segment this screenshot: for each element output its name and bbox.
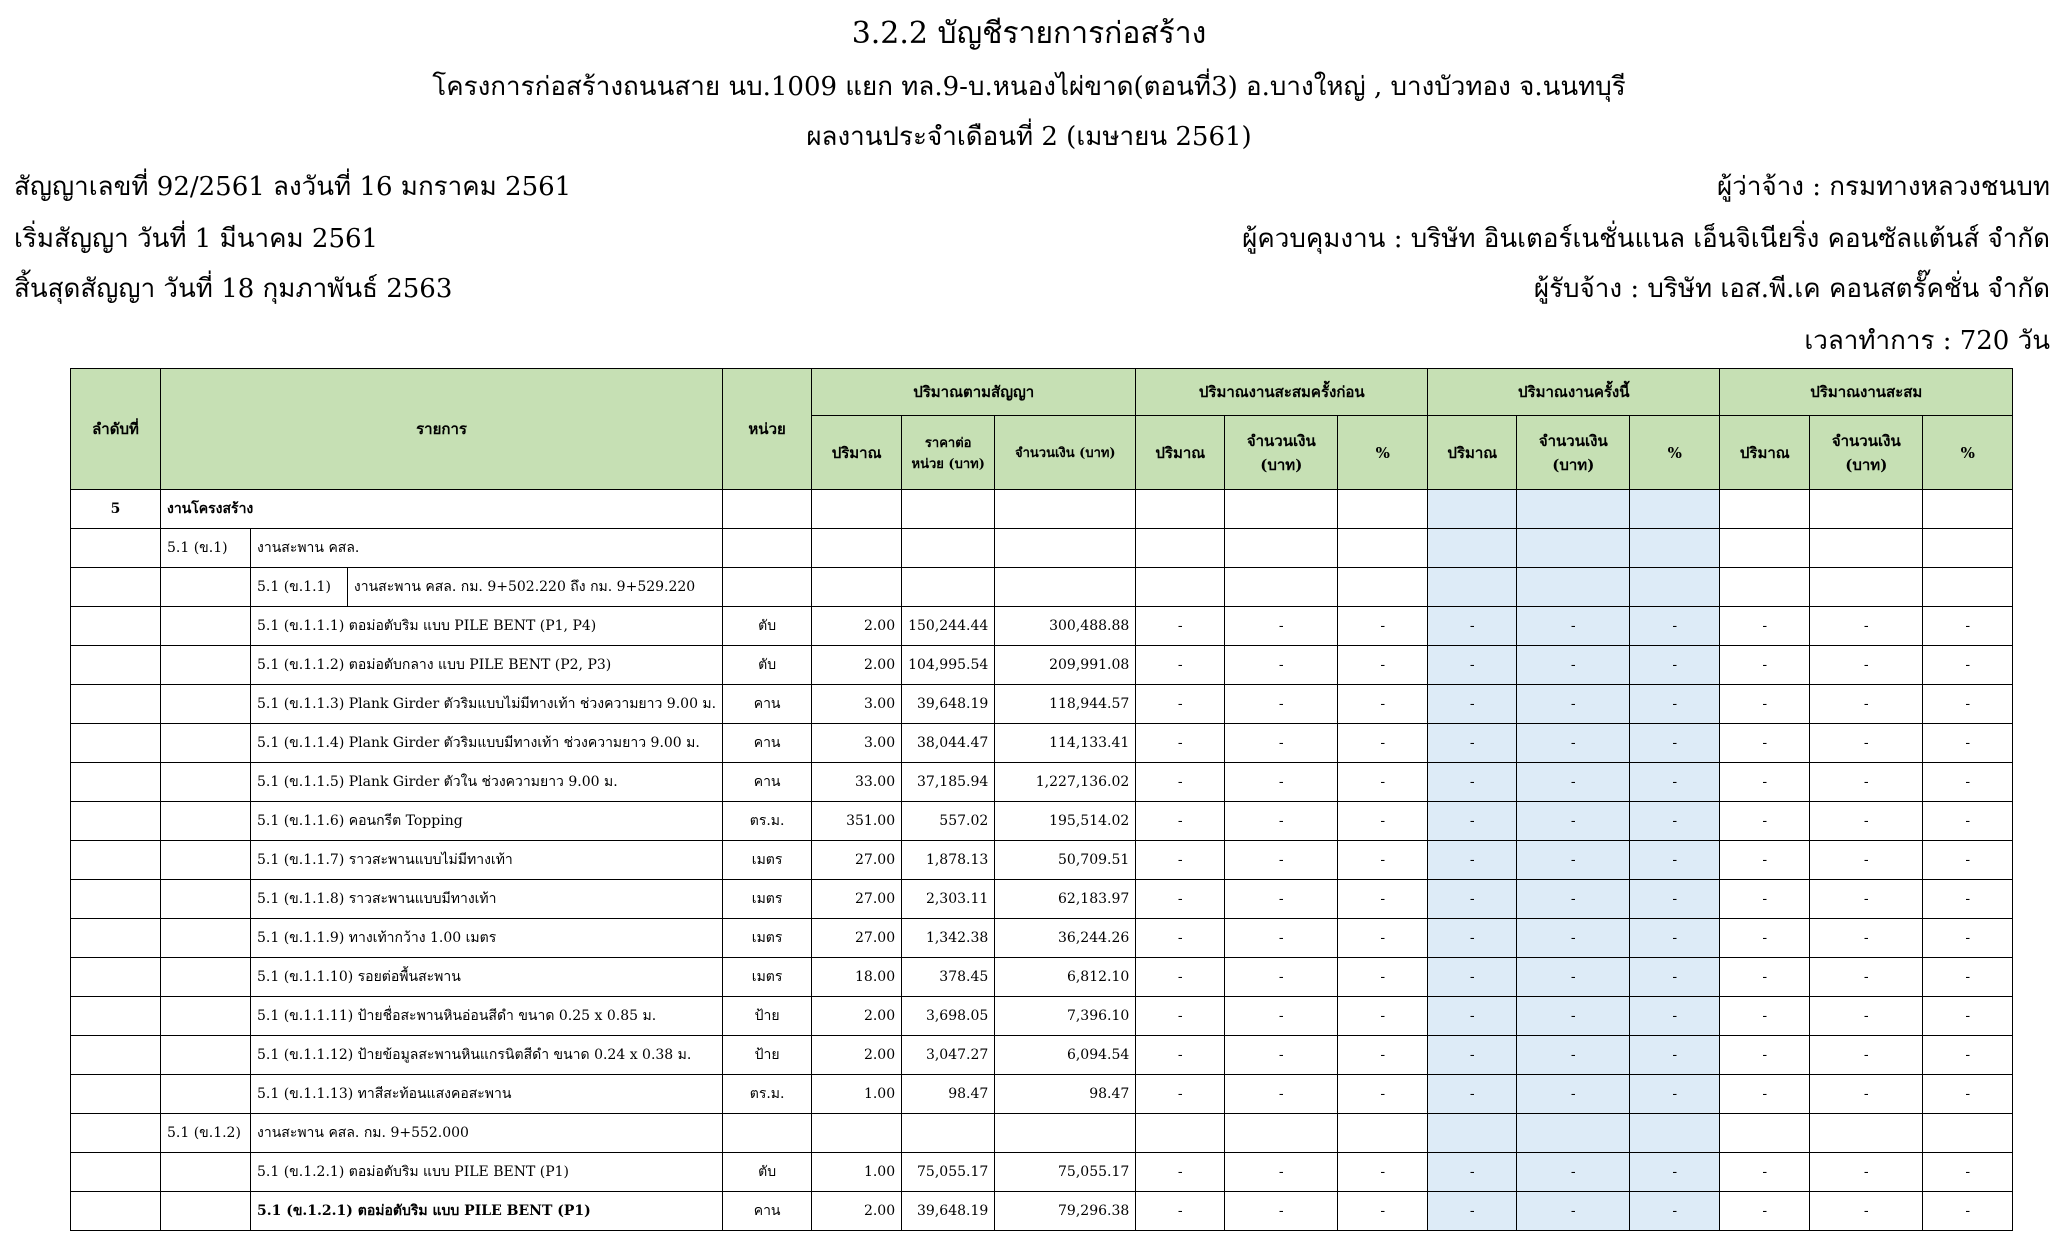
contract-unit-price: 3,698.05	[902, 997, 995, 1036]
current-qty: -	[1428, 607, 1517, 646]
item-row	[71, 724, 2013, 763]
current-percent: -	[1630, 1153, 1720, 1192]
prev-qty: -	[1136, 919, 1225, 958]
seq-cell	[71, 1192, 161, 1231]
contract-unit-price: 1,878.13	[902, 841, 995, 880]
current-qty: -	[1428, 802, 1517, 841]
cum-qty: -	[1720, 997, 1810, 1036]
contract-qty: 1.00	[812, 1075, 902, 1114]
level1-cell	[161, 1075, 251, 1114]
contract-unit-price: 39,648.19	[902, 685, 995, 724]
contract-unit-price: 37,185.94	[902, 763, 995, 802]
current-amount: -	[1517, 724, 1630, 763]
prev-amount: -	[1225, 646, 1338, 685]
current-amount: -	[1517, 646, 1630, 685]
prev-qty: -	[1136, 802, 1225, 841]
contract-unit-price: 1,342.38	[902, 919, 995, 958]
prev-qty: -	[1136, 880, 1225, 919]
level1-cell	[161, 919, 251, 958]
contract-qty: 33.00	[812, 763, 902, 802]
seq-cell	[71, 763, 161, 802]
contract-amount: 98.47	[995, 1075, 1136, 1114]
current-amount: -	[1517, 1075, 1630, 1114]
prev-qty: -	[1136, 763, 1225, 802]
contractor: ผู้รับจ้าง : บริษัท เอส.พี.เค คอนสตรั๊คชั่น จำกัด	[1533, 274, 2050, 304]
contract-unit-price: 150,244.44	[902, 607, 995, 646]
cum-amount: -	[1810, 646, 1923, 685]
contract-unit-price: 98.47	[902, 1075, 995, 1114]
cum-qty: -	[1720, 880, 1810, 919]
current-percent: -	[1630, 724, 1720, 763]
contract-unit-price: 378.45	[902, 958, 995, 997]
prev-qty: -	[1136, 1036, 1225, 1075]
item-unit: ตร.ม.	[723, 1075, 812, 1114]
contract-amount: 36,244.26	[995, 919, 1136, 958]
seq-cell	[71, 841, 161, 880]
item-description: 5.1 (ข.1.1.7) ราวสะพานแบบไม่มีทางเท้า	[251, 841, 723, 880]
current-amount: -	[1517, 802, 1630, 841]
item-row	[71, 919, 2013, 958]
seq-cell	[71, 1153, 161, 1192]
current-qty: -	[1428, 646, 1517, 685]
seq-cell	[71, 646, 161, 685]
level1-cell	[161, 646, 251, 685]
working-duration: เวลาทำการ : 720 วัน	[1804, 326, 2050, 356]
contract-group-header: ปริมาณตามสัญญา	[812, 369, 1136, 416]
prev-amount: -	[1225, 1036, 1338, 1075]
prev-percent: -	[1338, 646, 1428, 685]
contract-end: สิ้นสุดสัญญา วันที่ 18 กุมภาพันธ์ 2563	[14, 274, 453, 304]
current-amount: -	[1517, 1036, 1630, 1075]
prev-qty: -	[1136, 1192, 1225, 1231]
current-percent: -	[1630, 763, 1720, 802]
contract-unit-price: 104,995.54	[902, 646, 995, 685]
cum-qty: -	[1720, 958, 1810, 997]
item-unit: คาน	[723, 685, 812, 724]
current-qty: -	[1428, 997, 1517, 1036]
current-amount: -	[1517, 958, 1630, 997]
prev-amount: -	[1225, 958, 1338, 997]
prev-amount: -	[1225, 919, 1338, 958]
cum-qty: -	[1720, 1036, 1810, 1075]
cum-amount: -	[1810, 1153, 1923, 1192]
seq-cell	[71, 685, 161, 724]
cum-amount: -	[1810, 802, 1923, 841]
level1-cell	[161, 724, 251, 763]
contract-qty: 3.00	[812, 724, 902, 763]
contract-amount: 50,709.51	[995, 841, 1136, 880]
cum-percent: -	[1923, 1192, 2013, 1231]
supervisor: ผู้ควบคุมงาน : บริษัท อินเตอร์เนชั่นแนล เอ็นจิเนียริ่ง คอนซัลแต้นส์ จำกัด	[1242, 224, 2050, 254]
contract-qty: 351.00	[812, 802, 902, 841]
item-row	[71, 1075, 2013, 1114]
section-title: งานโครงสร้าง	[161, 490, 723, 529]
cum-percent: -	[1923, 685, 2013, 724]
current-qty: -	[1428, 1075, 1517, 1114]
prev-qty: -	[1136, 1075, 1225, 1114]
item-description: 5.1 (ข.1.1.9) ทางเท้ากว้าง 1.00 เมตร	[251, 919, 723, 958]
prev-percent: -	[1338, 685, 1428, 724]
prev-amount-header: จำนวนเงิน (บาท)	[1225, 416, 1338, 490]
seq-cell	[71, 1036, 161, 1075]
prev-qty-header: ปริมาณ	[1136, 416, 1225, 490]
current-amount: -	[1517, 1192, 1630, 1231]
prev-amount: -	[1225, 724, 1338, 763]
contract-amount: 7,396.10	[995, 997, 1136, 1036]
subsubsection-title: งานสะพาน คสล. กม. 9+502.220 ถึง กม. 9+529.220	[347, 568, 722, 607]
contract-unit-price: 557.02	[902, 802, 995, 841]
contract-qty: 2.00	[812, 1192, 902, 1231]
item-description: 5.1 (ข.1.1.1) ตอม่อตับริม แบบ PILE BENT (P1, P4)	[251, 607, 723, 646]
current-percent: -	[1630, 919, 1720, 958]
item-description: 5.1 (ข.1.1.12) ป้ายข้อมูลสะพานหินแกรนิตสีดำ ขนาด 0.24 x 0.38 ม.	[251, 1036, 723, 1075]
current-amount: -	[1517, 1153, 1630, 1192]
level1-cell	[161, 802, 251, 841]
prev-percent: -	[1338, 841, 1428, 880]
prev-percent: -	[1338, 919, 1428, 958]
seq-cell	[71, 880, 161, 919]
prev-qty: -	[1136, 997, 1225, 1036]
boq-table	[70, 368, 2013, 1231]
level1-cell	[161, 1036, 251, 1075]
seq-cell	[71, 1075, 161, 1114]
current-percent: -	[1630, 841, 1720, 880]
contract-amount: 1,227,136.02	[995, 763, 1136, 802]
item-unit: ตับ	[723, 607, 812, 646]
prev-percent: -	[1338, 724, 1428, 763]
contract-amount: 195,514.02	[995, 802, 1136, 841]
cum-percent: -	[1923, 724, 2013, 763]
subsubsection-row	[71, 568, 2013, 607]
contract-qty: 2.00	[812, 607, 902, 646]
item-unit: เมตร	[723, 841, 812, 880]
cum-amount: -	[1810, 685, 1923, 724]
item-unit: ป้าย	[723, 997, 812, 1036]
level1-cell	[161, 958, 251, 997]
cum-qty: -	[1720, 802, 1810, 841]
cum-amount: -	[1810, 1192, 1923, 1231]
item-unit: ป้าย	[723, 1036, 812, 1075]
subsection-row	[71, 1114, 2013, 1153]
cum-amount: -	[1810, 1036, 1923, 1075]
contract-amount: 209,991.08	[995, 646, 1136, 685]
current-percent: -	[1630, 1075, 1720, 1114]
item-description: 5.1 (ข.1.1.3) Plank Girder ตัวริมแบบไม่มีทางเท้า ช่วงความยาว 9.00 ม.	[251, 685, 723, 724]
current-qty: -	[1428, 685, 1517, 724]
cum-amount: -	[1810, 880, 1923, 919]
level1-cell	[161, 763, 251, 802]
item-row	[71, 1153, 2013, 1192]
report-period: ผลงานประจำเดือนที่ 2 (เมษายน 2561)	[806, 122, 1252, 152]
current-percent: -	[1630, 997, 1720, 1036]
item-row	[71, 958, 2013, 997]
cum-amount: -	[1810, 724, 1923, 763]
prev-percent-header: %	[1338, 416, 1428, 490]
item-description: 5.1 (ข.1.1.11) ป้ายชื่อสะพานหินอ่อนสีดำ ขนาด 0.25 x 0.85 ม.	[251, 997, 723, 1036]
prev-percent: -	[1338, 607, 1428, 646]
item-description: 5.1 (ข.1.1.10) รอยต่อพื้นสะพาน	[251, 958, 723, 997]
contract-qty: 3.00	[812, 685, 902, 724]
contract-qty: 18.00	[812, 958, 902, 997]
seq-cell	[71, 802, 161, 841]
cum-percent: -	[1923, 802, 2013, 841]
current-amount: -	[1517, 607, 1630, 646]
subsection-title: งานสะพาน คสล. กม. 9+552.000	[251, 1114, 723, 1153]
contract-unit-price-header: ราคาต่อ หน่วย (บาท)	[902, 416, 995, 490]
employer: ผู้ว่าจ้าง : กรมทางหลวงชนบท	[1717, 172, 2050, 202]
current-amount-header: จำนวนเงิน (บาท)	[1517, 416, 1630, 490]
prev-qty: -	[1136, 646, 1225, 685]
current-percent: -	[1630, 607, 1720, 646]
item-row	[71, 880, 2013, 919]
level1-cell	[161, 685, 251, 724]
cum-qty: -	[1720, 841, 1810, 880]
current-percent-header: %	[1630, 416, 1720, 490]
contract-amount: 114,133.41	[995, 724, 1136, 763]
prev-amount: -	[1225, 997, 1338, 1036]
current-percent: -	[1630, 880, 1720, 919]
contract-qty: 2.00	[812, 997, 902, 1036]
contract-number: สัญญาเลขที่ 92/2561 ลงวันที่ 16 มกราคม 2561	[14, 172, 572, 202]
item-unit: เมตร	[723, 958, 812, 997]
col-seq-header: ลำดับที่	[71, 369, 161, 490]
current-amount: -	[1517, 997, 1630, 1036]
seq-cell	[71, 919, 161, 958]
item-unit: คาน	[723, 1192, 812, 1231]
contract-unit-price: 39,648.19	[902, 1192, 995, 1231]
prev-percent: -	[1338, 1075, 1428, 1114]
contract-amount-header: จำนวนเงิน (บาท)	[995, 416, 1136, 490]
prev-amount: -	[1225, 1192, 1338, 1231]
item-unit: ตร.ม.	[723, 802, 812, 841]
col-item-header: รายการ	[161, 369, 723, 490]
cum-percent: -	[1923, 1075, 2013, 1114]
cum-percent: -	[1923, 997, 2013, 1036]
section-number: 5	[71, 490, 161, 529]
level1-cell	[161, 841, 251, 880]
prev-amount: -	[1225, 880, 1338, 919]
cum-percent: -	[1923, 841, 2013, 880]
level1-cell	[161, 1153, 251, 1192]
project-name: โครงการก่อสร้างถนนสาย นบ.1009 แยก ทล.9-บ.หนองไผ่ขาด(ตอนที่3) อ.บางใหญ่ , บางบัวทอง จ.นนทบุรี	[432, 72, 1626, 102]
contract-qty: 27.00	[812, 841, 902, 880]
current-qty: -	[1428, 1153, 1517, 1192]
cum-percent: -	[1923, 1153, 2013, 1192]
level1-cell	[161, 1192, 251, 1231]
cum-qty: -	[1720, 685, 1810, 724]
contract-amount: 79,296.38	[995, 1192, 1136, 1231]
cumulative-percent-header: %	[1923, 416, 2013, 490]
item-description: 5.1 (ข.1.1.5) Plank Girder ตัวใน ช่วงความยาว 9.00 ม.	[251, 763, 723, 802]
current-amount: -	[1517, 880, 1630, 919]
seq-cell	[71, 724, 161, 763]
contract-amount: 62,183.97	[995, 880, 1136, 919]
prev-amount: -	[1225, 1153, 1338, 1192]
current-percent: -	[1630, 1192, 1720, 1231]
cumulative-amount-header: จำนวนเงิน (บาท)	[1810, 416, 1923, 490]
prev-amount: -	[1225, 802, 1338, 841]
prev-amount: -	[1225, 685, 1338, 724]
item-unit: ตับ	[723, 1153, 812, 1192]
seq-cell	[71, 997, 161, 1036]
item-row	[71, 997, 2013, 1036]
contract-amount: 6,812.10	[995, 958, 1136, 997]
item-description: 5.1 (ข.1.1.2) ตอม่อตับกลาง แบบ PILE BENT (P2, P3)	[251, 646, 723, 685]
cum-qty: -	[1720, 607, 1810, 646]
subsection-title: งานสะพาน คสล.	[251, 529, 723, 568]
cum-percent: -	[1923, 646, 2013, 685]
item-row	[71, 685, 2013, 724]
current-percent: -	[1630, 1036, 1720, 1075]
contract-qty-header: ปริมาณ	[812, 416, 902, 490]
current-percent: -	[1630, 958, 1720, 997]
item-description: 5.1 (ข.1.2.1) ตอม่อตับริม แบบ PILE BENT (P1)	[251, 1153, 723, 1192]
prev-qty: -	[1136, 1153, 1225, 1192]
item-unit: ตับ	[723, 646, 812, 685]
item-unit: คาน	[723, 724, 812, 763]
cum-qty: -	[1720, 646, 1810, 685]
prev-amount: -	[1225, 763, 1338, 802]
current-qty: -	[1428, 919, 1517, 958]
cum-amount: -	[1810, 958, 1923, 997]
item-description: 5.1 (ข.1.1.4) Plank Girder ตัวริมแบบมีทางเท้า ช่วงความยาว 9.00 ม.	[251, 724, 723, 763]
contract-unit-price: 2,303.11	[902, 880, 995, 919]
current-amount: -	[1517, 685, 1630, 724]
cum-qty: -	[1720, 763, 1810, 802]
item-description: 5.1 (ข.1.1.6) คอนกรีต Topping	[251, 802, 723, 841]
prev-percent: -	[1338, 1153, 1428, 1192]
cum-qty: -	[1720, 1153, 1810, 1192]
contract-start: เริ่มสัญญา วันที่ 1 มีนาคม 2561	[14, 224, 379, 254]
subsection-number: 5.1 (ข.1.2)	[161, 1114, 251, 1153]
item-row	[71, 1192, 2013, 1231]
cum-qty: -	[1720, 724, 1810, 763]
item-row	[71, 1036, 2013, 1075]
prev-qty: -	[1136, 685, 1225, 724]
current-amount: -	[1517, 763, 1630, 802]
current-group-header: ปริมาณงานครั้งนี้	[1428, 369, 1720, 416]
cum-amount: -	[1810, 997, 1923, 1036]
current-qty: -	[1428, 763, 1517, 802]
subsection-row	[71, 529, 2013, 568]
item-unit: เมตร	[723, 880, 812, 919]
cum-percent: -	[1923, 880, 2013, 919]
current-percent: -	[1630, 802, 1720, 841]
item-unit: เมตร	[723, 919, 812, 958]
level1-cell	[161, 607, 251, 646]
contract-qty: 2.00	[812, 1036, 902, 1075]
prev-qty: -	[1136, 724, 1225, 763]
current-percent: -	[1630, 685, 1720, 724]
boq-body	[71, 490, 2013, 1231]
level1-cell	[161, 880, 251, 919]
current-qty: -	[1428, 841, 1517, 880]
prev-percent: -	[1338, 802, 1428, 841]
cum-percent: -	[1923, 1036, 2013, 1075]
prev-percent: -	[1338, 997, 1428, 1036]
prev-amount: -	[1225, 607, 1338, 646]
contract-qty: 2.00	[812, 646, 902, 685]
contract-amount: 75,055.17	[995, 1153, 1136, 1192]
seq-cell	[71, 607, 161, 646]
current-amount: -	[1517, 841, 1630, 880]
item-unit: คาน	[723, 763, 812, 802]
cum-amount: -	[1810, 919, 1923, 958]
cum-qty: -	[1720, 1192, 1810, 1231]
cum-qty: -	[1720, 1075, 1810, 1114]
cum-qty: -	[1720, 919, 1810, 958]
cum-percent: -	[1923, 763, 2013, 802]
item-row	[71, 841, 2013, 880]
subsection-number: 5.1 (ข.1)	[161, 529, 251, 568]
current-percent: -	[1630, 646, 1720, 685]
item-row	[71, 646, 2013, 685]
current-qty: -	[1428, 1036, 1517, 1075]
contract-amount: 118,944.57	[995, 685, 1136, 724]
cum-amount: -	[1810, 1075, 1923, 1114]
item-description: 5.1 (ข.1.1.13) ทาสีสะท้อนแสงคอสะพาน	[251, 1075, 723, 1114]
subsubsection-number: 5.1 (ข.1.1)	[251, 568, 348, 607]
prev-percent: -	[1338, 958, 1428, 997]
current-amount: -	[1517, 919, 1630, 958]
prev-qty: -	[1136, 841, 1225, 880]
current-qty: -	[1428, 958, 1517, 997]
prev-qty: -	[1136, 607, 1225, 646]
prev-qty: -	[1136, 958, 1225, 997]
contract-unit-price: 75,055.17	[902, 1153, 995, 1192]
prev-amount: -	[1225, 841, 1338, 880]
cumulative-group-header: ปริมาณงานสะสม	[1720, 369, 2013, 416]
contract-unit-price: 3,047.27	[902, 1036, 995, 1075]
level1-cell	[161, 997, 251, 1036]
section-row	[71, 490, 2013, 529]
item-row	[71, 607, 2013, 646]
item-description: 5.1 (ข.1.2.1) ตอม่อตับริม แบบ PILE BENT (P1)	[251, 1192, 723, 1231]
col-unit-header: หน่วย	[723, 369, 812, 490]
contract-amount: 6,094.54	[995, 1036, 1136, 1075]
prev-percent: -	[1338, 1036, 1428, 1075]
prev-amount: -	[1225, 1075, 1338, 1114]
seq-cell	[71, 958, 161, 997]
current-qty-header: ปริมาณ	[1428, 416, 1517, 490]
item-row	[71, 763, 2013, 802]
contract-qty: 27.00	[812, 880, 902, 919]
current-qty: -	[1428, 724, 1517, 763]
current-qty: -	[1428, 1192, 1517, 1231]
contract-amount: 300,488.88	[995, 607, 1136, 646]
cum-amount: -	[1810, 763, 1923, 802]
cum-amount: -	[1810, 607, 1923, 646]
item-description: 5.1 (ข.1.1.8) ราวสะพานแบบมีทางเท้า	[251, 880, 723, 919]
prev-percent: -	[1338, 880, 1428, 919]
contract-qty: 27.00	[812, 919, 902, 958]
cum-percent: -	[1923, 607, 2013, 646]
cumulative-qty-header: ปริมาณ	[1720, 416, 1810, 490]
prev-group-header: ปริมาณงานสะสมครั้งก่อน	[1136, 369, 1428, 416]
current-qty: -	[1428, 880, 1517, 919]
item-row	[71, 802, 2013, 841]
cum-percent: -	[1923, 919, 2013, 958]
cum-amount: -	[1810, 841, 1923, 880]
cum-percent: -	[1923, 958, 2013, 997]
contract-qty: 1.00	[812, 1153, 902, 1192]
prev-percent: -	[1338, 763, 1428, 802]
document-title: 3.2.2 บัญชีรายการก่อสร้าง	[851, 16, 1207, 51]
contract-unit-price: 38,044.47	[902, 724, 995, 763]
prev-percent: -	[1338, 1192, 1428, 1231]
